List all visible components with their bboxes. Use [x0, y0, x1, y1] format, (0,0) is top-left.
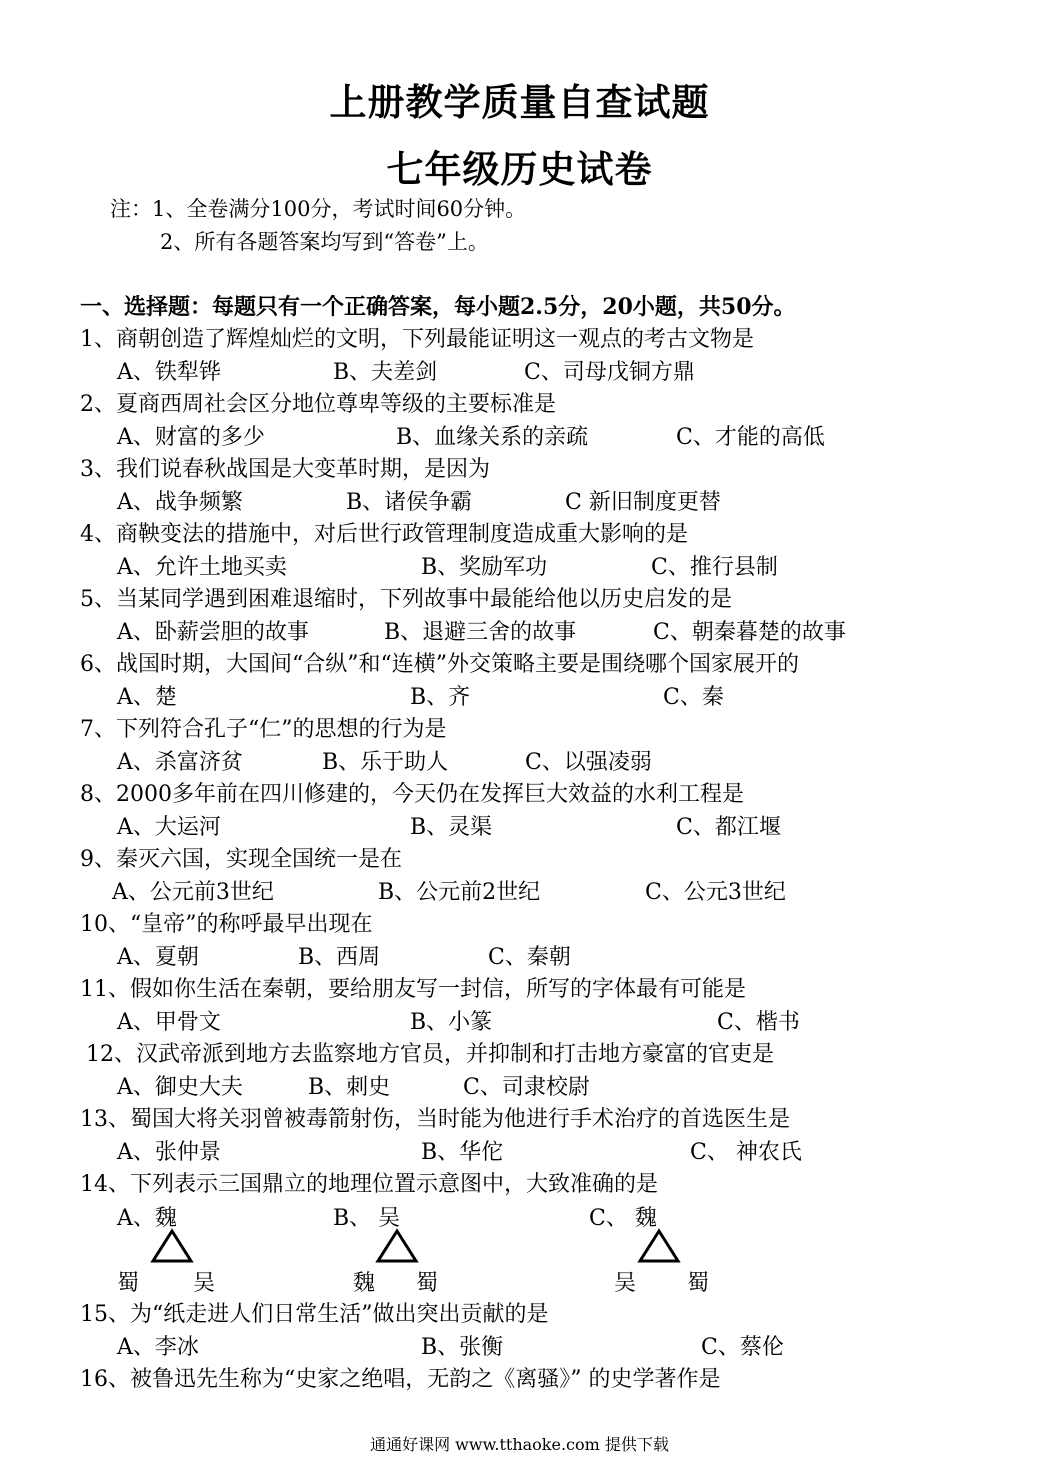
- question-stem: 1、商朝创造了辉煌灿烂的文明，下列最能证明这一观点的考古文物是: [80, 327, 754, 352]
- option-b: B、诸侯争霸: [346, 490, 473, 515]
- question-stem: 9、秦灭六国，实现全国统一是在: [80, 847, 402, 872]
- section-heading: 一、选择题：每题只有一个正确答案，每小题2.5分，20小题，共50分。: [80, 294, 796, 320]
- option-a: A、杀富济贫: [117, 750, 243, 775]
- option-a: A、铁犁铧: [117, 360, 221, 385]
- option-b: B、夫差剑: [333, 360, 438, 385]
- diagram-a-right-label: 吴: [193, 1271, 216, 1296]
- option-a: A、财富的多少: [117, 425, 265, 450]
- option-b: B、小篆: [410, 1010, 493, 1035]
- option-a: A、公元前3世纪: [112, 880, 274, 905]
- option-c: C、都江堰: [676, 815, 781, 840]
- diagram-a-left-label: 蜀: [117, 1271, 140, 1296]
- option-a: A、甲骨文: [117, 1010, 221, 1035]
- exam-title: 上册教学质量自查试题: [329, 80, 710, 124]
- question-stem: 10、“皇帝”的称呼最早出现在: [80, 912, 373, 937]
- option-b: B、张衡: [421, 1335, 504, 1360]
- option-c: C、朝秦暮楚的故事: [653, 620, 846, 645]
- option-b: B、刺史: [308, 1075, 391, 1100]
- option-c: C、司母戊铜方鼎: [524, 360, 695, 385]
- option-c: C、秦朝: [488, 945, 571, 970]
- option-c: C、推行县制: [651, 555, 778, 580]
- option-c: C、蔡伦: [701, 1335, 784, 1360]
- question-stem: 11、假如你生活在秦朝，要给朋友写一封信，所写的字体最有可能是: [80, 977, 746, 1002]
- option-c: C、公元3世纪: [645, 880, 786, 905]
- question-stem: 2、夏商西周社会区分地位尊卑等级的主要标准是: [80, 392, 556, 417]
- option-a: A、御史大夫: [117, 1075, 243, 1100]
- diagram-b-left-label: 魏: [353, 1271, 376, 1296]
- question-stem: 15、为“纸走进人们日常生活”做出突出贡献的是: [80, 1302, 549, 1327]
- question-stem: 14、下列表示三国鼎立的地理位置示意图中，大致准确的是: [80, 1172, 658, 1197]
- option-c: C 新旧制度更替: [565, 490, 721, 515]
- option-a: A、李冰: [117, 1335, 199, 1360]
- note-line-2: 2、所有各题答案均写到“答卷”上。: [160, 230, 489, 254]
- option-b: B、西周: [298, 945, 381, 970]
- option-a: A、卧薪尝胆的故事: [117, 620, 309, 645]
- diagram-c-left-label: 吴: [614, 1271, 637, 1296]
- option-c: C、司隶校尉: [463, 1075, 590, 1100]
- question-stem: 16、被鲁迅先生称为“史家之绝唱，无韵之《离骚》” 的史学著作是: [80, 1367, 721, 1392]
- option-b: B、乐于助人: [322, 750, 449, 775]
- option-b: B、血缘关系的亲疏: [396, 425, 589, 450]
- option-b: B、退避三舍的故事: [384, 620, 577, 645]
- option-b: B、公元前2世纪: [378, 880, 541, 905]
- option-a: A、楚: [117, 685, 177, 710]
- option-c: C、秦: [663, 685, 724, 710]
- option-a: A、魏: [117, 1206, 177, 1231]
- question-stem: 12、汉武帝派到地方去监察地方官员，并抑制和打击地方豪富的官吏是: [86, 1042, 774, 1067]
- option-b: B、齐: [410, 685, 471, 710]
- question-stem: 8、2000多年前在四川修建的，今天仍在发挥巨大效益的水利工程是: [80, 782, 744, 807]
- question-stem: 4、商鞅变法的措施中，对后世行政管理制度造成重大影响的是: [80, 522, 688, 547]
- option-b: B、灵渠: [410, 815, 493, 840]
- question-stem: 3、我们说春秋战国是大变革时期，是因为: [80, 457, 490, 482]
- diagram-c-right-label: 蜀: [687, 1271, 710, 1296]
- note-line-1: 注：1、全卷满分100分，考试时间60分钟。: [110, 197, 527, 221]
- option-c: C、楷书: [717, 1010, 800, 1035]
- triangle-diagram-a: [150, 1228, 194, 1264]
- option-b: B、华佗: [421, 1140, 504, 1165]
- option-b: B、 吴: [333, 1206, 401, 1231]
- diagram-b-right-label: 蜀: [416, 1271, 439, 1296]
- option-a: A、张仲景: [117, 1140, 221, 1165]
- question-stem: 13、蜀国大将关羽曾被毒箭射伤，当时能为他进行手术治疗的首选医生是: [80, 1107, 790, 1132]
- triangle-diagram-b: [375, 1228, 419, 1264]
- triangle-diagram-c: [637, 1228, 681, 1264]
- exam-subtitle: 七年级历史试卷: [386, 147, 653, 191]
- option-a: A、夏朝: [117, 945, 199, 970]
- option-c: C、以强凌弱: [525, 750, 652, 775]
- question-stem: 5、当某同学遇到困难退缩时，下列故事中最能给他以历史启发的是: [80, 587, 732, 612]
- option-c: C、 神农氏: [690, 1140, 802, 1165]
- option-a: A、允许土地买卖: [117, 555, 287, 580]
- option-b: B、奖励军功: [421, 555, 548, 580]
- option-a: A、战争频繁: [117, 490, 243, 515]
- option-c: C、才能的高低: [676, 425, 825, 450]
- footer-watermark: 通通好课网 www.tthaoke.com 提供下载: [370, 1435, 669, 1454]
- question-stem: 6、战国时期，大国间“合纵”和“连横”外交策略主要是围绕哪个国家展开的: [80, 652, 799, 677]
- question-stem: 7、下列符合孔子“仁”的思想的行为是: [80, 717, 447, 742]
- option-c: C、 魏: [589, 1206, 657, 1231]
- option-a: A、大运河: [117, 815, 221, 840]
